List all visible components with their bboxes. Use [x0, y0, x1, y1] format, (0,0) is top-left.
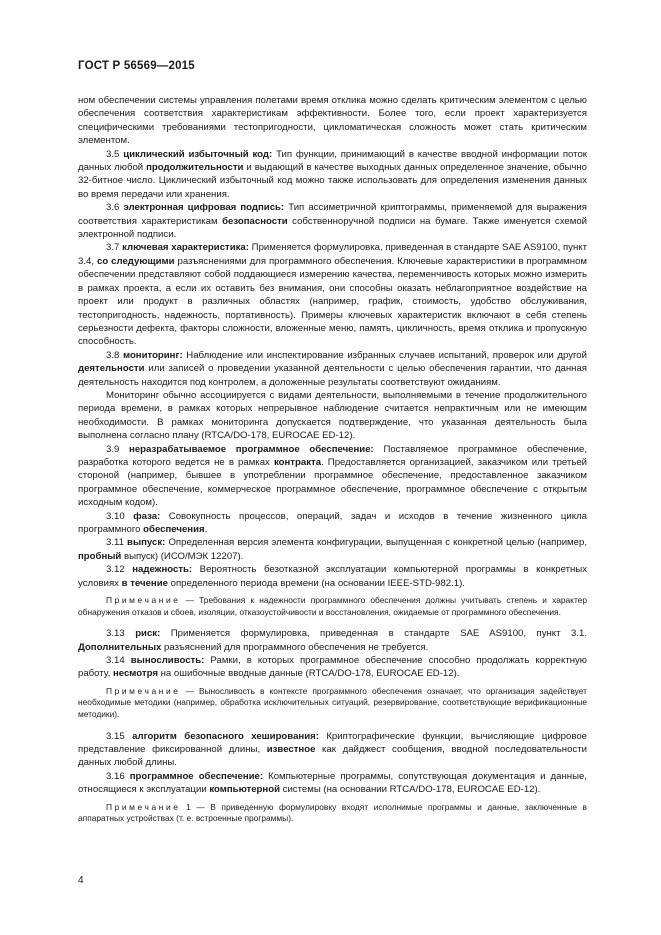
paragraph-monitoring: Мониторинг обычно ассоциируется с видами деятельности, выполняемыми в течение продолжительного периода времени, в рамках которых непрерывное наблюдение считается непрактичным или не имеющим необходимости. В рамках мониторинга допускается подтверждение, что указанная деятельность была выполнена согласно плану (RTCA/DO-178, EUROCAE ED-12). — [78, 389, 587, 442]
note-label: Примечание — [106, 685, 181, 696]
note-software: Примечание 1 — В приведенную формулировку входят исполнимые программы и данные, заключенные в аппаратных устройствах (т. е. встроенные программы). — [78, 801, 587, 824]
term: риск: — [135, 628, 161, 640]
term: выносливость: — [130, 655, 205, 667]
term: алгоритм безопасного хеширования: — [132, 730, 319, 742]
term: программное обеспечение: — [129, 770, 264, 782]
note-endurance: Примечание — Выносливость в контексте программного обеспечения означает, что организация задействует необходимые методики (например, обработка исключительных ситуаций, резервирование, соответствующие верификационные методики). — [78, 685, 587, 720]
term: электронная цифровая подпись: — [123, 202, 285, 214]
definition-3-16: 3.16 программное обеспечение: Компьютерные программы, сопутствующая документация и данные, относящиеся к эксплуатации компьютерной системы (на основании RTCA/DO-178, EUROCAE ED-12). — [78, 770, 587, 796]
term: надежность: — [132, 564, 193, 576]
page-number: 4 — [78, 875, 84, 886]
note-reliability: Примечание — Требования к надежности программного обеспечения должны учитывать степень и характер обнаружения отказов и сбоев, изоляции, отказоустойчивости и восстановления, ожидаемые от программного обеспечения. — [78, 595, 587, 617]
definition-3-7: 3.7 ключевая характеристика: Применяется формулировка, приведенная в стандарте SAE AS9100, пункт 3.4, со следующими разъяснениями для программного обеспечения. Ключевые характеристики в программном обеспечении представляют собой поддающиеся измерению качества, переменчивость которых можно измерить в рамках проекта, а если их оставить без внимания, они способны оказать неблагоприятное воздействие на проект или продукт в различных областях (например, график, стоимость, удобство обслуживания, тестопригодность, надежность, портативность). Примеры ключевых характеристик включают в себя степень серьезности дефекта, факторы сложности, вложенные меню, память, цикличность, время отклика и пропускную способность. — [78, 242, 587, 348]
definition-3-13: 3.13 риск: Применяется формулировка, приведенная в стандарте SAE AS9100, пункт 3.1. Дополнительных разъяснений для программного обеспечения не требуется. — [78, 628, 587, 653]
term: мониторинг: — [122, 349, 183, 361]
definition-3-11: 3.11 выпуск: Определенная версия элемента конфигурации, выпущенная с конкретной целью (например, пробный выпуск) (ИСО/МЭК 12207). — [78, 537, 587, 562]
definition-3-10: 3.10 фаза: Совокупность процессов, операций, задач и исходов в течение жизненного цикла программного обеспечения. — [78, 510, 588, 535]
term: ключевая характеристика: — [122, 242, 249, 254]
definition-3-5: 3.5 циклический избыточный код: Тип функции, принимающий в качестве вводной информации поток данных любой продолжительности и выдающий в качестве выходных данных определенное значение, обычно 32-битное число. Циклический избыточный код можно также использовать для определения изменения данных во время передачи или хранения. — [78, 148, 588, 200]
note-label: Примечание — [106, 595, 181, 606]
term: неразрабатываемое программное обеспечение: — [129, 443, 374, 455]
definition-3-14: 3.14 выносливость: Рамки, в которых программное обеспечение способно продолжать корректную работу, несмотря на ошибочные вводные данные (RTCA/DO-178, EUROCAE ED-12). — [78, 655, 588, 680]
document-code: ГОСТ Р 56569—2015 — [78, 60, 195, 72]
definition-3-12: 3.12 надежность: Вероятность безотказной эксплуатации компьютерной программы в конкретных условиях в течение определенного периода времени (на основании IEEE-STD-982.1). — [78, 564, 587, 589]
definition-3-15: 3.15 алгоритм безопасного хеширования: Криптографические функции, вычисляющие цифровое представление фиксированной длины, известное как дайджест сообщения, вводной последовательности данных любой длины. — [78, 730, 587, 769]
term: фаза: — [133, 510, 161, 522]
definition-3-8: 3.8 мониторинг: Наблюдение или инспектирование избранных случаев испытаний, проверок или другой деятельности или записей о проведении указанной деятельности с целью обеспечения гарантии, что данная деятельность находится под контролем, а доложенные результаты соответствуют ожиданиям. — [78, 349, 587, 388]
document-body — [78, 94, 587, 834]
term: циклический избыточный код: — [123, 148, 273, 160]
term: выпуск: — [127, 537, 166, 549]
paragraph-continuation: ном обеспечении системы управления полетами время отклика можно сделать критическим элементом с целью обеспечения соответствия характеристикам эффективности. Более того, если проект характеризуется специфическими требованиями тестопригодности, цикломатическая сложность может стать критическим элементом. — [78, 95, 587, 147]
definition-3-9: 3.9 неразрабатываемое программное обеспечение: Поставляемое программное обеспечение, разработка которого ведется не в рамках контракта. Предоставляется организацией, заказчиком или третьей стороной (например, бывшее в употреблении программное обеспечение, предоставленное заказчиком программное обеспечение, коммерческое программное обеспечение, программное обеспечение с открытым исходным кодом). — [78, 443, 588, 509]
definition-3-6: 3.6 электронная цифровая подпись: Тип ассиметричной криптограммы, применяемой для выражения соответствия характеристикам безопасности собственноручной подписи на бумаге. Также именуется схемой электронной подписи. — [78, 202, 588, 241]
note-label: Примечание — [106, 801, 181, 812]
